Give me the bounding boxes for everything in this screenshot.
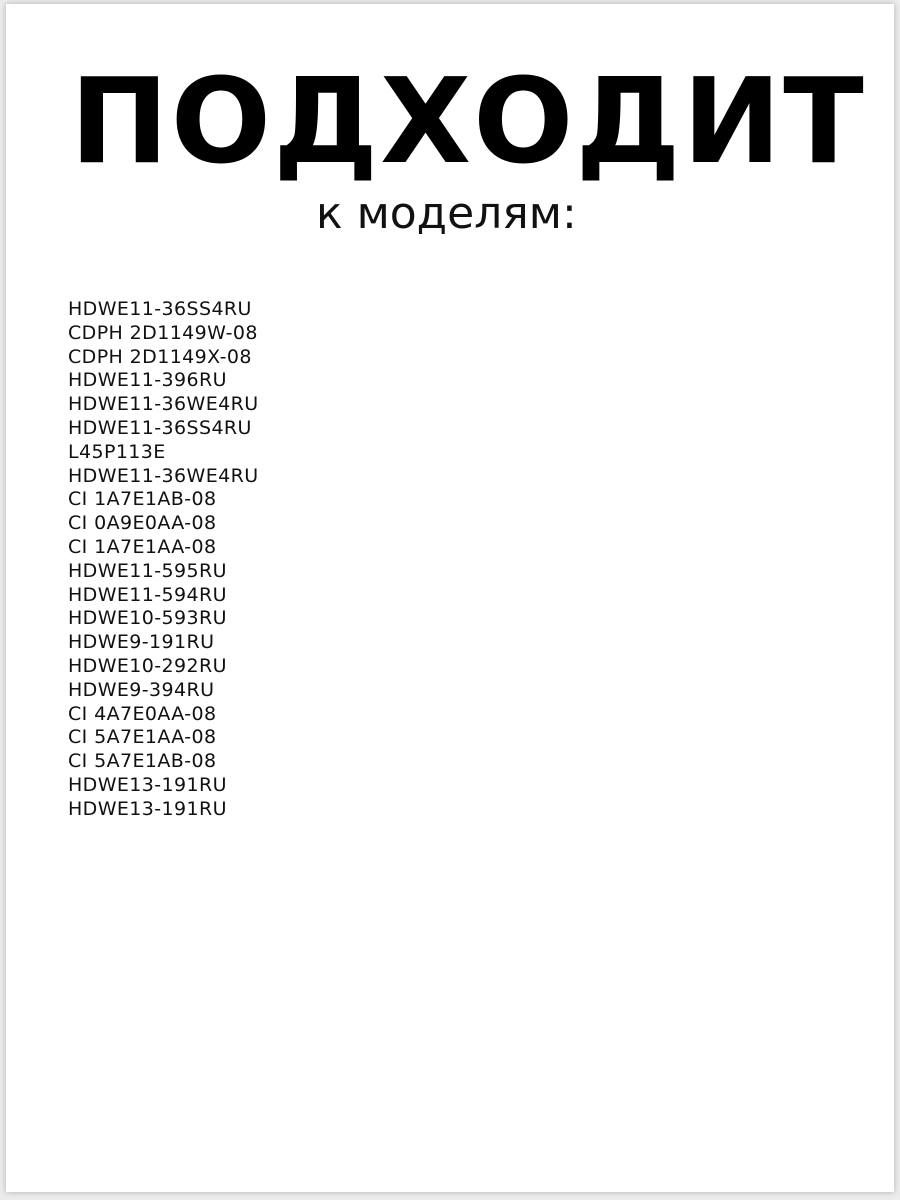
list-item: HDWE10-593RU [68,607,227,630]
list-item: CI 1A7E1AB-08 [68,488,217,511]
list-item: HDWE13-191RU [68,797,227,820]
page-title: ПОДХОДИТ [70,52,866,190]
list-item: HDWE11-36WE4RU [68,393,259,416]
model-list [68,298,259,822]
list-item: HDWE10-292RU [68,654,227,677]
list-item: CI 4A7E0AA-08 [68,702,217,725]
list-item: CI 5A7E1AB-08 [68,750,217,773]
list-item: HDWE11-36SS4RU [68,298,252,320]
page-subtitle: к моделям: [316,188,577,239]
list-item: CDPH 2D1149W-08 [68,321,258,344]
list-item: L45P113E [68,440,166,463]
list-item: HDWE9-394RU [68,678,215,701]
list-item: CI 5A7E1AA-08 [68,726,217,749]
list-item: HDWE11-396RU [68,369,227,392]
list-item: HDWE13-191RU [68,773,227,796]
list-item: CI 1A7E1AA-08 [68,535,217,558]
list-item: HDWE11-594RU [68,583,227,606]
document-page [6,4,894,1192]
list-item: CDPH 2D1149X-08 [68,345,252,368]
list-item: HDWE9-191RU [68,631,215,654]
list-item: CI 0A9E0AA-08 [68,512,217,535]
list-item: HDWE11-36WE4RU [68,464,259,487]
list-item: HDWE11-595RU [68,559,227,582]
list-item: HDWE11-36SS4RU [68,416,252,439]
